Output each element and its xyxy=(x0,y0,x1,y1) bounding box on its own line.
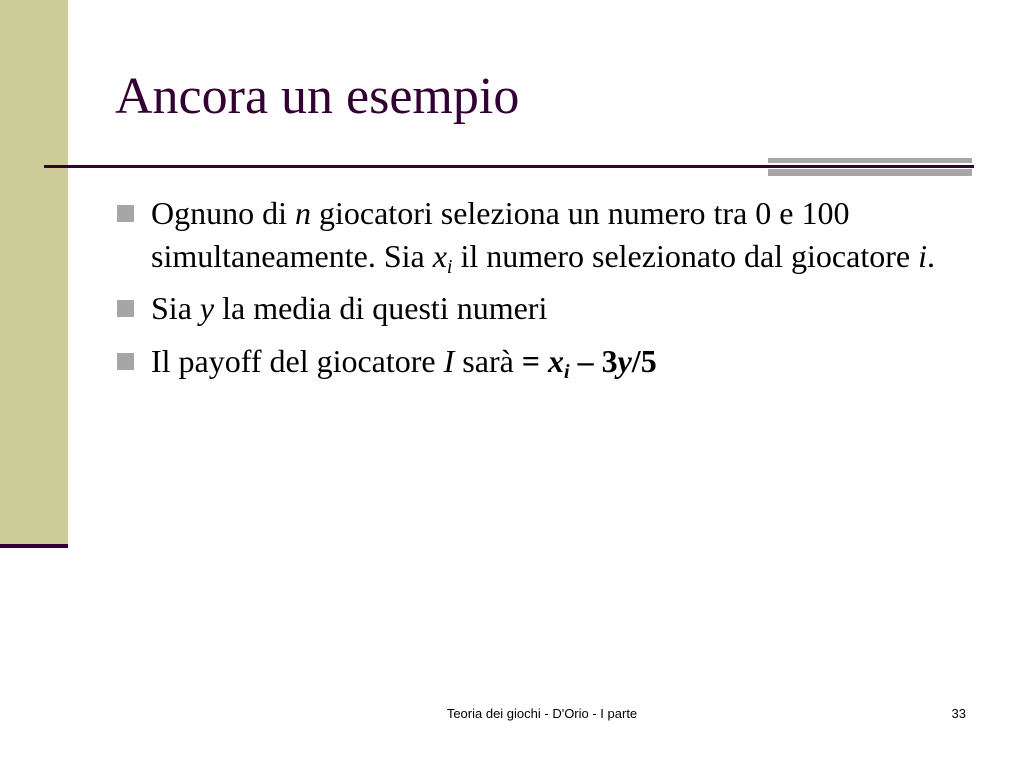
square-bullet-icon xyxy=(117,353,134,370)
variable-I: I xyxy=(443,342,455,379)
bullet-text: Sia y la media di questi numeri xyxy=(151,290,548,326)
bullet-text: Ognuno di n giocatori seleziona un numero tra 0 e 100 simultaneamente. Sia $x_i$ il numero selezionato dal giocatore i. xyxy=(151,195,935,278)
bullet-item-average xyxy=(114,287,964,330)
bullet-item-players xyxy=(114,192,964,277)
square-bullet-icon xyxy=(117,205,134,222)
bullet-item-payoff xyxy=(114,340,964,383)
subscript-i: i xyxy=(446,255,453,278)
page-number: 33 xyxy=(951,706,966,721)
square-bullet-icon xyxy=(117,300,134,317)
variable-n: n xyxy=(295,195,311,231)
footer-text: Teoria dei giochi - D'Orio - I parte xyxy=(446,706,638,721)
bullet-text: Il payoff del giocatore I sarà = $x_i - 3y/5$ xyxy=(151,342,657,383)
payoff-formula: = $x_i - 3y/5$ xyxy=(521,342,657,383)
slide-title: Ancora un esempio xyxy=(115,68,520,125)
bullet-list xyxy=(114,192,964,392)
variable-i: i xyxy=(918,237,927,274)
variable-x: x xyxy=(432,237,447,274)
side-band-underline xyxy=(0,544,68,548)
divider-accent-bars xyxy=(768,158,972,178)
variable-y: y xyxy=(199,290,215,326)
side-decoration-band xyxy=(0,0,68,546)
